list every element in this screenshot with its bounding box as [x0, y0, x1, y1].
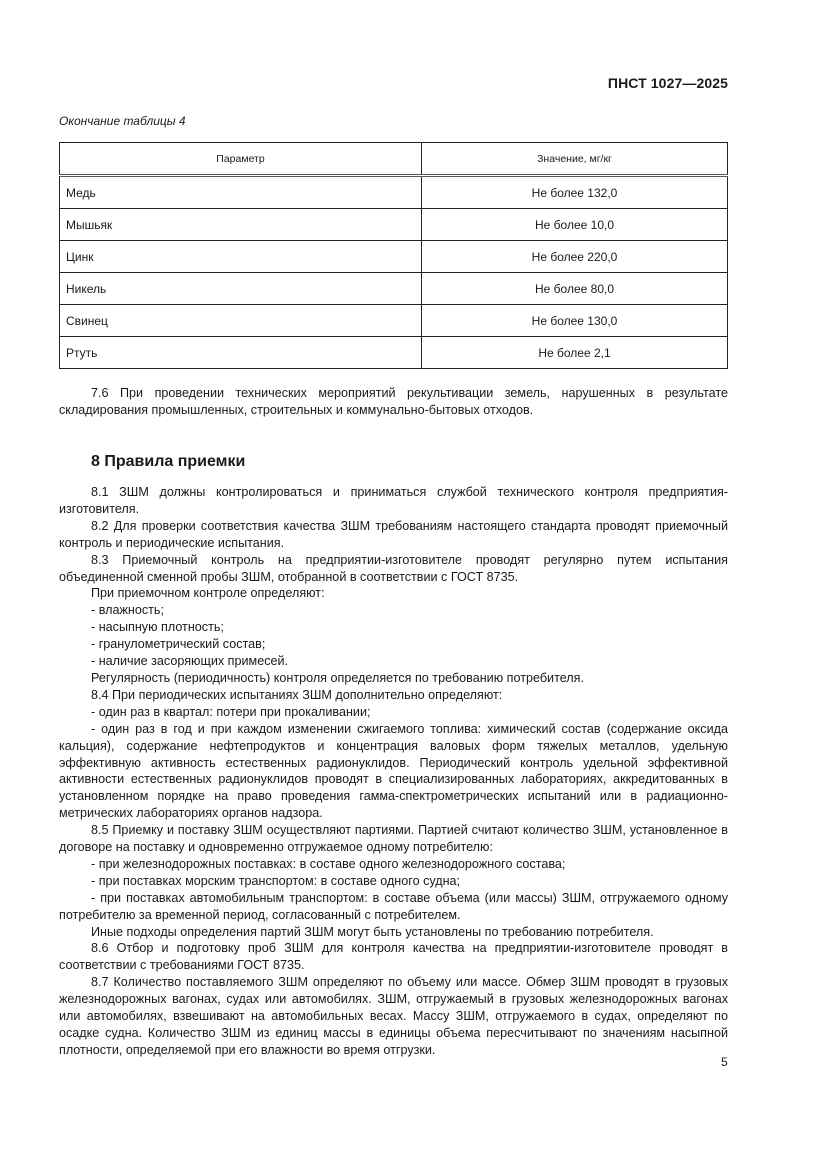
- param-cell: Ртуть: [60, 337, 422, 369]
- list-item: - один раз в квартал: потери при прокаливании;: [91, 704, 371, 719]
- clause-8-5: 8.5 Приемку и поставку ЗШМ осуществляют партиями. Партией считают количество ЗШМ, установленное в договоре на поставку и одновременно отгружаемое одному потребителю:: [59, 823, 728, 855]
- list-item: - при поставках морским транспортом: в составе одного судна;: [91, 873, 461, 888]
- table-row: [60, 273, 728, 305]
- clause-8-3: 8.3 Приемочный контроль на предприятии-изготовителе проводят регулярно путем испытания объединенной сменной пробы ЗШМ, отобранной в соответствии с ГОСТ 8735.: [59, 552, 728, 584]
- table-caption: Окончание таблицы 4: [59, 114, 186, 128]
- value-cell: Не более 130,0: [422, 305, 728, 337]
- param-cell: Цинк: [60, 241, 422, 273]
- list-item: - влажность;: [91, 603, 164, 618]
- clause-8-3-regularity: Регулярность (периодичность) контроля определяется по требованию потребителя.: [91, 670, 584, 685]
- value-cell: Не более 10,0: [422, 209, 728, 241]
- paragraph: 7.6 При проведении технических мероприятий рекультивации земель, нарушенных в результате складирования промышленных, строительных и коммунально-бытовых отходов.: [59, 386, 728, 417]
- value-cell: Не более 80,0: [422, 273, 728, 305]
- list-item: - один раз в год и при каждом изменении сжигаемого топлива: химический состав (содержание оксида кальция), содержание нефтепродуктов и концентрация валовых форм тяжелых металлов, удельную эффективную активность естественных радионуклидов. Периодический контроль удельной эффективной активности естественных радионуклидов проводят в специализированных лабораториях, аккредитованных в установленном порядке на право проведения гамма-спектрометрических испытаний или в радиационно-метрических лабораториях органов надзора.: [59, 721, 728, 821]
- clause-8-7: 8.7 Количество поставляемого ЗШМ определяют по объему или массе. Обмер ЗШМ проводят в грузовых железнодорожных вагонах, судах или автомобилях. ЗШМ, отгружаемый в грузовых железнодорожных вагонах или автомобилях, взвешивают на автомобильных весах. Массу ЗШМ, отгружаемого в судах, определяют по осадке судна. Количество ЗШМ из единиц массы в единицы объема пересчитывают по значениям насыпной плотности, определяемой при его влажности во время отгрузки.: [59, 975, 728, 1057]
- value-cell: Не более 220,0: [422, 241, 728, 273]
- page-number: 5: [721, 1055, 728, 1069]
- table-row: [60, 176, 728, 209]
- param-cell: Никель: [60, 273, 422, 305]
- table-row: [60, 305, 728, 337]
- param-cell: Мышьяк: [60, 209, 422, 241]
- heavy-metals-table: [59, 142, 728, 369]
- table-row: [60, 337, 728, 369]
- value-cell: Не более 132,0: [422, 176, 728, 209]
- clause-7-6: [59, 385, 728, 419]
- clause-8-2: 8.2 Для проверки соответствия качества ЗШМ требованиям настоящего стандарта проводят приемочный контроль и периодические испытания.: [59, 518, 728, 550]
- clause-8-6: 8.6 Отбор и подготовку проб ЗШМ для контроля качества на предприятии-изготовителе проводят в соответствии с требованиями ГОСТ 8735.: [59, 941, 728, 973]
- clause-8-4: 8.4 При периодических испытаниях ЗШМ дополнительно определяют:: [91, 687, 503, 702]
- clause-8-5-other: Иные подходы определения партий ЗШМ могут быть установлены по требованию потребителя.: [91, 924, 654, 939]
- table-row: [60, 241, 728, 273]
- list-item: - наличие засоряющих примесей.: [91, 654, 289, 669]
- param-cell: Свинец: [60, 305, 422, 337]
- column-header-parameter: Параметр: [60, 143, 422, 176]
- column-header-value: Значение, мг/кг: [422, 143, 728, 176]
- list-item: - гранулометрический состав;: [91, 637, 266, 652]
- table-header-row: [60, 143, 728, 176]
- list-item: - насыпную плотность;: [91, 620, 224, 635]
- document-code: ПНСТ 1027—2025: [607, 75, 728, 91]
- list-item: - при железнодорожных поставках: в составе одного железнодорожного состава;: [91, 856, 566, 871]
- section-8-body: [59, 484, 728, 1059]
- list-item: - при поставках автомобильным транспортом: в составе объема (или массы) ЗШМ, отгружаемого одному потребителю за временной период, согласованный с потребителем.: [59, 890, 728, 922]
- section-heading: 8 Правила приемки: [91, 453, 246, 470]
- param-cell: Медь: [60, 176, 422, 209]
- value-cell: Не более 2,1: [422, 337, 728, 369]
- table-row: [60, 209, 728, 241]
- clause-8-1: 8.1 ЗШМ должны контролироваться и приниматься службой технического контроля предприятия-изготовителя.: [59, 485, 728, 516]
- clause-8-3-intro: При приемочном контроле определяют:: [91, 586, 325, 601]
